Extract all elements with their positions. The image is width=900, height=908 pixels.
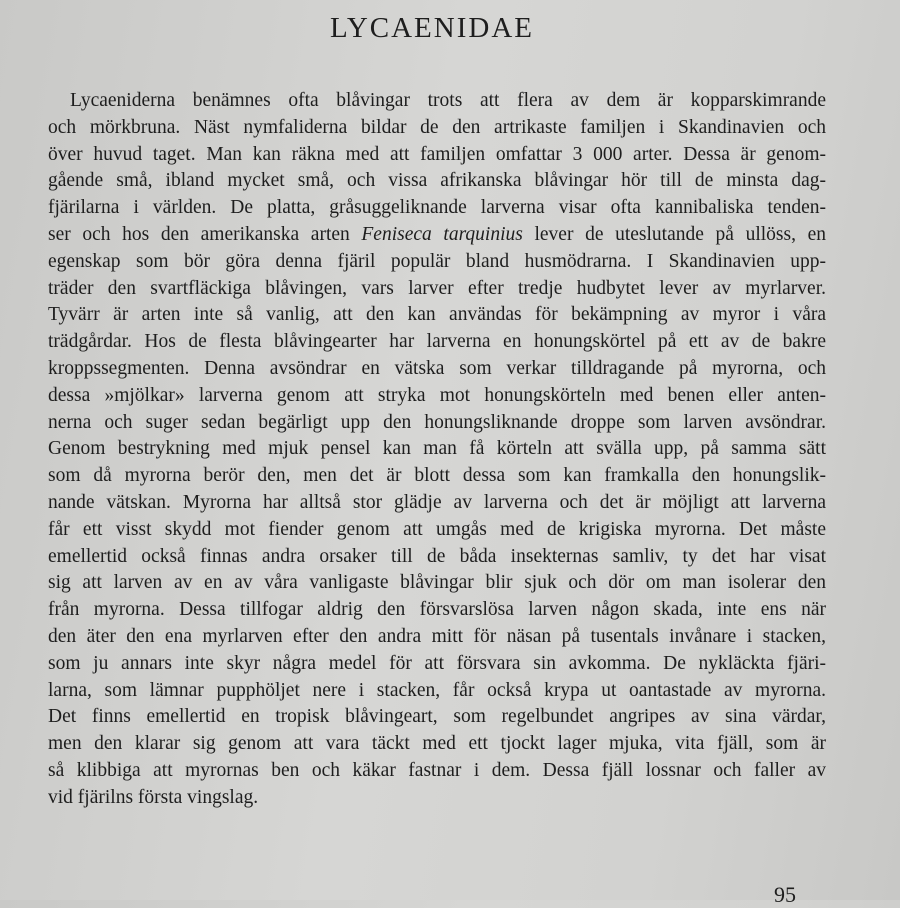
text-line: sig att larven av en av våra vanligaste blåvingar blir sjuk och dör om man isolerar den bbox=[48, 572, 826, 594]
text-line: från myrorna. Dessa tillfogar aldrig den försvarslösa larven någon skada, inte ens när bbox=[48, 599, 826, 621]
text-line: Genom bestrykning med mjuk pensel kan man få körteln att svälla upp, på samma sätt bbox=[48, 438, 826, 460]
text-line: trädgårdar. Hos de flesta blåvingearter har larverna en honungskörtel på ett av de bakre bbox=[48, 331, 826, 353]
text-line: emellertid också finnas andra orsaker till de båda insekternas samliv, ty det har visat bbox=[48, 545, 826, 567]
text-line bbox=[48, 222, 826, 249]
text-line: nande vätskan. Myrorna har alltså stor glädje av larverna och det är möjligt att larverna bbox=[48, 491, 826, 513]
text-line: träder den svartfläckiga blåvingen, vars larver efter tredje hudbytet lever av myrlarver. bbox=[48, 277, 826, 299]
text-line: över huvud taget. Man kan räkna med att familjen omfattar 3 000 arter. Dessa är genom- bbox=[48, 143, 826, 165]
text-line: får ett visst skydd mot fiender genom att umgås med de krigiska myrorna. Det måste bbox=[48, 518, 826, 540]
text-span: lever de uteslutande på ullöss, en bbox=[522, 223, 826, 245]
page-title: LYCAENIDAE bbox=[330, 12, 534, 44]
text-line: så klibbiga att myrornas ben och käkar fastnar i dem. Dessa fjäll lossnar och faller av bbox=[48, 759, 826, 781]
text-line: Det finns emellertid en tropisk blåvingeart, som regelbundet angripes av sina värdar, bbox=[48, 706, 826, 728]
text-line: gående små, ibland mycket små, och vissa afrikanska blåvingar hör till de minsta dag- bbox=[48, 170, 826, 192]
text-line: kroppssegmenten. Denna avsöndrar en vätska som verkar tilldragande på myrorna, och bbox=[48, 357, 826, 379]
text-line: dessa »mjölkar» larverna genom att stryka mot honungskörteln med benen eller anten- bbox=[48, 384, 826, 406]
text-line: egenskap som bör göra denna fjäril populär bland husmödrarna. I Skandinavien upp- bbox=[48, 250, 826, 272]
text-line: Lycaeniderna benämnes ofta blåvingar trots att flera av dem är kopparskimrande bbox=[70, 90, 826, 111]
text-line: fjärilarna i världen. De platta, gråsuggeliknande larverna visar ofta kannibaliska tenden- bbox=[48, 197, 826, 219]
text-line: och mörkbruna. Näst nymfaliderna bildar de den artrikaste familjen i Skandinavien och bbox=[48, 116, 826, 138]
page-number: 95 bbox=[774, 882, 796, 907]
text-span: ser och hos den amerikanska arten bbox=[48, 223, 362, 245]
text-line: larna, som lämnar pupphöljet nere i stacken, får också krypa ut oantastade av myrorna. bbox=[48, 679, 826, 701]
text-line: som ju annars inte skyr några medel för att försvara sin avkomma. De nykläckta fjäri- bbox=[48, 652, 826, 674]
text-line: den äter den ena myrlarven efter den andra mitt för näsan på tusentals invånare i stacken, bbox=[48, 625, 826, 647]
species-name: Feniseca tarquinius bbox=[361, 223, 523, 245]
body-text bbox=[48, 88, 826, 812]
text-line: Tyvärr är arten inte så vanlig, att den kan användas för bekämpning av myror i våra bbox=[48, 304, 826, 326]
text-line: som då myrorna berör den, men det är blott dessa som kan framkalla den honungslik- bbox=[48, 465, 826, 487]
text-line: men den klarar sig genom att vara täckt med ett tjockt lager mjuka, vita fjäll, som är bbox=[48, 733, 826, 755]
text-line: nerna och suger sedan begärligt upp den honungsliknande droppe som larven avsöndrar. bbox=[48, 411, 826, 433]
text-line: vid fjärilns första vingslag. bbox=[48, 786, 259, 808]
